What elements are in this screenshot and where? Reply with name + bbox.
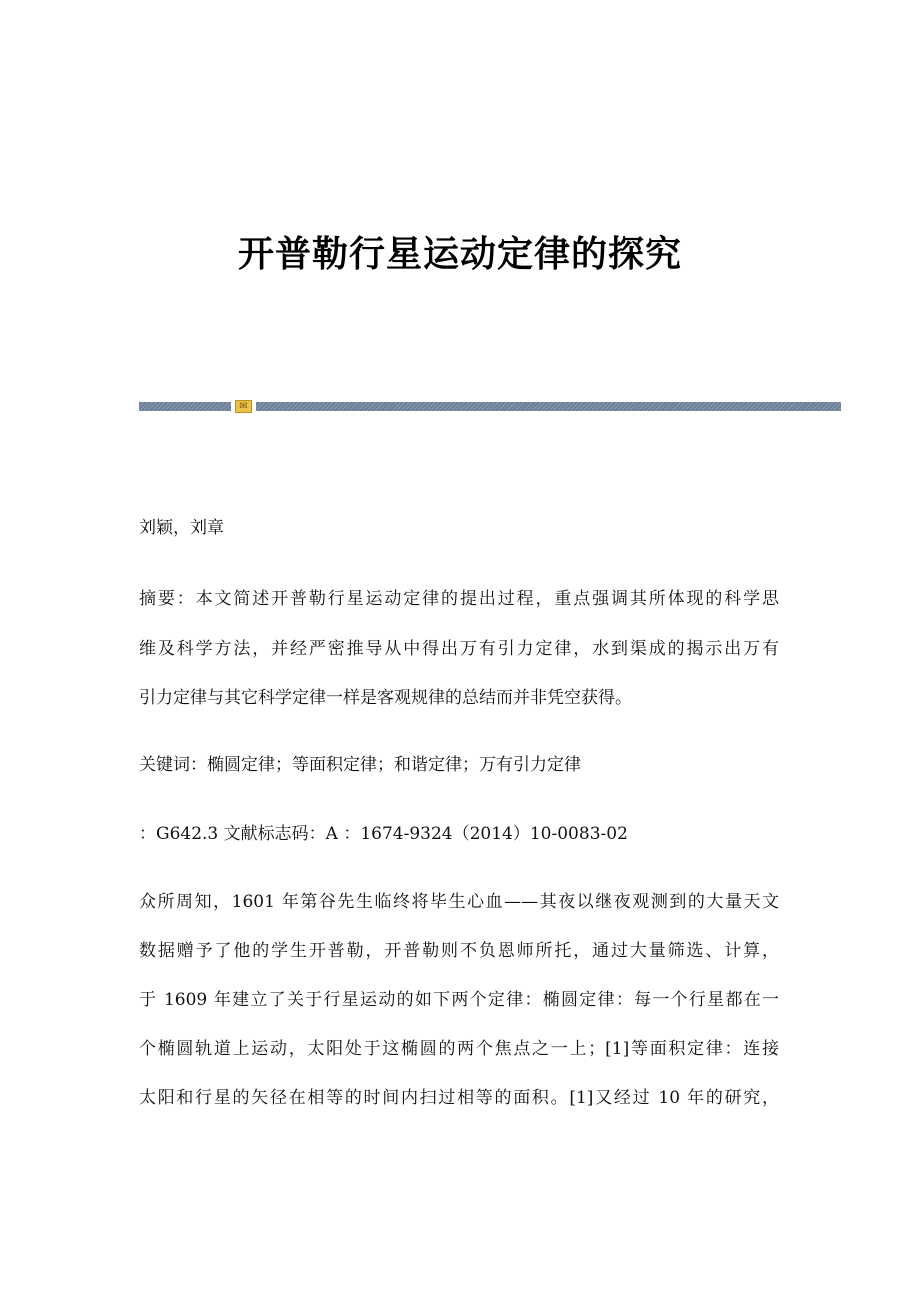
abstract-line: 维及科学方法，并经严密推导从中得出万有引力定律，水到渠成的揭示出万有 (139, 639, 779, 659)
envelope-icon: ✉ (235, 400, 252, 413)
body-line: 太阳和行星的矢径在相等的时间内扫过相等的面积。[1]又经过 10 年的研究， (139, 1088, 779, 1108)
body-line: 个椭圆轨道上运动，太阳处于这椭圆的两个焦点之一上；[1]等面积定律：连接 (139, 1039, 779, 1059)
title-divider-left (139, 402, 231, 411)
body-line: 众所周知，1601 年第谷先生临终将毕生心血——其夜以继夜观测到的大量天文 (139, 892, 779, 912)
keywords-line: 关键词：椭圆定律；等面积定律；和谐定律；万有引力定律 (139, 755, 581, 775)
abstract-line: 引力定律与其它科学定律一样是客观规律的总结而并非凭空获得。 (139, 688, 632, 708)
classification-line: ：G642.3 文献标志码：A ：1674-9324（2014）10-0083-02 (139, 824, 628, 844)
document-title: 开普勒行星运动定律的探究 (237, 233, 682, 275)
title-divider-right (256, 402, 841, 411)
abstract-line: 摘要：本文简述开普勒行星运动定律的提出过程，重点强调其所体现的科学思 (139, 589, 779, 609)
author-line: 刘颖，刘章 (139, 518, 224, 538)
body-line: 于 1609 年建立了关于行星运动的如下两个定律：椭圆定律：每一个行星都在一 (139, 990, 779, 1010)
body-line: 数据赠予了他的学生开普勒，开普勒则不负恩师所托，通过大量筛选、计算， (139, 941, 779, 961)
